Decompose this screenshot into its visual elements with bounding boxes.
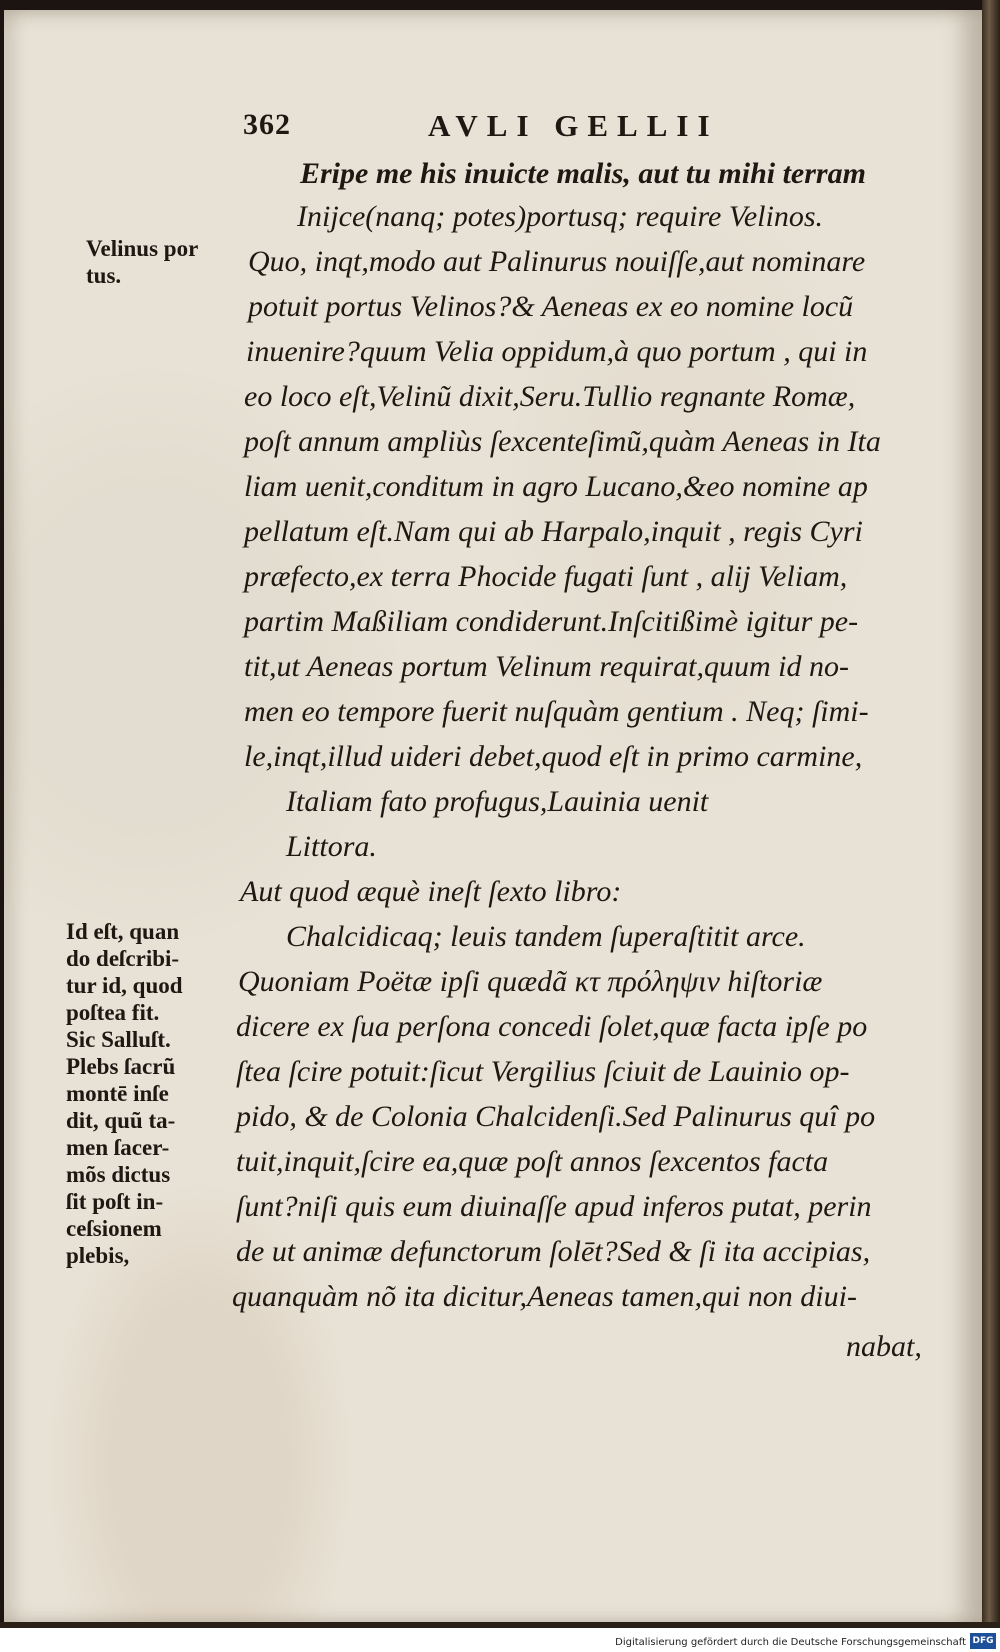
book-edge-right <box>982 0 1000 1652</box>
body-line: potuit portus Velinos?& Aeneas ex eo nomine locũ <box>248 290 854 323</box>
margin-note-line: ceſsionem <box>66 1216 162 1241</box>
body-line: nabat, <box>846 1330 922 1363</box>
body-line: Italiam fato profugus,Lauinia uenit <box>286 785 709 818</box>
dfg-logo: DFG <box>970 1633 996 1649</box>
body-line: liam uenit,conditum in agro Lucano,&eo nomine ap <box>244 470 868 503</box>
body-line: poſt annum ampliùs ſexcenteſimũ,quàm Aeneas in Ita <box>244 425 881 458</box>
margin-note-line: do deſcribi- <box>66 946 180 971</box>
page-number: 362 <box>243 108 291 141</box>
body-line: eo loco eſt,Velinũ dixit,Seru.Tullio regnante Romæ, <box>244 380 856 413</box>
body-line: pellatum eſt.Nam qui ab Harpalo,inquit , regis Cyri <box>244 515 863 548</box>
body-line: dicere ex ſua perſona concedi ſolet,quæ facta ipſe po <box>236 1010 868 1043</box>
body-line: quanquàm nõ ita dicitur,Aeneas tamen,qui non diui- <box>232 1280 857 1313</box>
body-line: Quoniam Poëtæ ipſi quædã κτ πρόληψιν hiſtoriæ <box>238 965 823 998</box>
body-line: partim Maßiliam condiderunt.Inſcitißimè igitur pe- <box>244 605 859 638</box>
body-line: Inijce(nanq; potes)portusq; require Velinos. <box>297 200 824 233</box>
body-line: inuenire?quum Velia oppidum,à quo portum , qui in <box>246 335 868 368</box>
body-line: le,inqt,illud uideri debet,quod eſt in primo carmine, <box>244 740 863 773</box>
margin-note-line: montē inſe <box>66 1081 169 1106</box>
body-line: Aut quod æquè ineſt ſexto libro: <box>240 875 622 908</box>
body-line: Quo, inqt,modo aut Palinurus nouiſſe,aut nominare <box>248 245 866 278</box>
margin-note-line: ſit poſt in- <box>66 1189 164 1214</box>
body-line: pido, & de Colonia Chalcidenſi.Sed Palinurus quî po <box>236 1100 876 1133</box>
margin-note-line: mõs dictus <box>66 1162 171 1187</box>
body-line: Eripe me his inuicte malis, aut tu mihi terram <box>300 157 866 190</box>
running-title: AVLI GELLII <box>428 108 719 143</box>
margin-note-line: tus. <box>86 263 122 288</box>
body-line: Littora. <box>286 830 377 863</box>
margin-note-line: poſtea fit. <box>66 1000 160 1025</box>
margin-note-line: Id eſt, quan <box>66 919 180 944</box>
body-line: ſtea ſcire potuit:ſicut Vergilius ſciuit de Lauinio op- <box>236 1055 850 1088</box>
margin-note-line: Sic Salluſt. <box>66 1027 171 1052</box>
body-line: tit,ut Aeneas portum Velinum requirat,quum id no- <box>244 650 849 683</box>
margin-note-line: Plebs ſacrũ <box>66 1054 176 1079</box>
margin-note-line: men ſacer- <box>66 1135 170 1160</box>
margin-note-line: dit, quũ ta- <box>66 1108 176 1133</box>
body-line: tuit,inquit,ſcire ea,quæ poſt annos ſexcentos facta <box>236 1145 829 1178</box>
body-line: de ut animæ defunctorum ſolēt?Sed & ſi ita accipias, <box>236 1235 871 1268</box>
margin-note-line: tur id, quod <box>66 973 183 998</box>
margin-note-line: plebis, <box>66 1243 130 1268</box>
footer-credit: Digitalisierung gefördert durch die Deutsche Forschungsgemeinschaft <box>615 1637 966 1648</box>
body-line: præfecto,ex terra Phocide fugati ſunt , alij Veliam, <box>244 560 848 593</box>
body-line: ſunt?niſi quis eum diuinaſſe apud inferos putat, perin <box>236 1190 872 1223</box>
margin-note-line: Velinus por <box>86 236 199 261</box>
body-line: men eo tempore fuerit nuſquàm gentium . Neq; ſimi- <box>244 695 869 728</box>
body-line: Chalcidicaq; leuis tandem ſuperaſtitit arce. <box>286 920 806 953</box>
